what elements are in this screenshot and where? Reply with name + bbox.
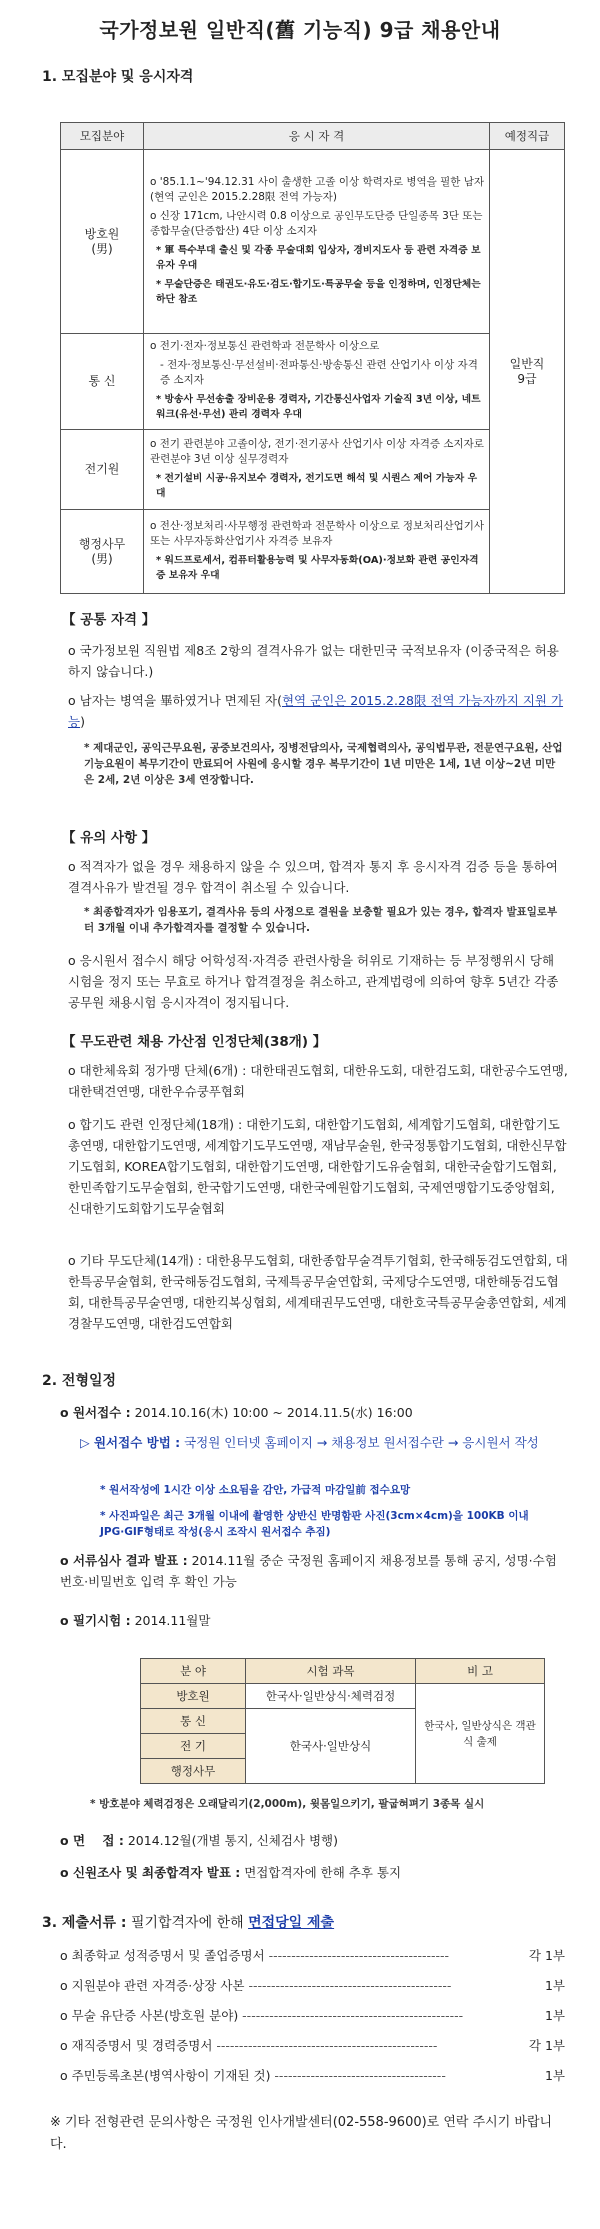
caution-p1: o 적격자가 없을 경우 채용하지 않을 수 있으며, 합격자 통지 후 응시자격 검증 등을 통하여 결격사유가 발견될 경우 합격이 취소될 수 있습니다.	[68, 859, 558, 895]
common-qualification-p1: o 국가정보원 직원법 제8조 2항의 결격사유가 없는 대한민국 국적보유자 (이중국적은 허용하지 않습니다.)	[68, 643, 559, 679]
interview: o 면 접 : 2014.12월(개별 통지, 신체검사 병행)	[60, 1833, 339, 1848]
martial-arts-p1: o 대한체육회 정가맹 단체(6개) : 대한태권도협회, 대한유도회, 대한검도회, 대한공수도연맹, 대한택견연맹, 대한우슈쿵푸협회	[68, 1063, 568, 1099]
qualification-note: * 전기설비 시공·유지보수 경력자, 전기도면 해석 및 시퀀스 제어 가능자 우대	[156, 472, 478, 499]
field-cell: 방호원	[141, 1684, 246, 1709]
document-screening-result: o 서류심사 결과 발표 : 2014.11월 중순 국정원 홈페이지 채용정보를 통해 공지, 성명·수험번호·비밀번호 입력 후 확인 가능	[60, 1553, 557, 1589]
grade-cell: 일반직 9급	[490, 150, 565, 594]
category-guard: 방호원 (男)	[61, 150, 144, 334]
col-header-field: 모집분야	[61, 123, 144, 150]
qualification-table	[60, 122, 565, 594]
document-item: o 주민등록초본(병역사항이 기재된 것) -------------------------------------- 1부	[60, 2068, 565, 2083]
category-admin: 행정사무 (男)	[61, 510, 144, 594]
col-header-remark: 비 고	[416, 1659, 545, 1684]
qualification-table-header	[61, 123, 565, 150]
qualification-item: o 신장 171cm, 나안시력 0.8 이상으로 공인무도단증 단일종목 3단 또는 종합무술(단증합산) 4단 이상 소지자	[150, 209, 483, 237]
martial-arts-p3: o 기타 무도단체(14개) : 대한용무도협회, 대한종합무술격투기협회, 한국해동검도연합회, 대한특공무술협회, 한국해동검도협회, 국제특공무술연합회, 국제당수도연맹, 대한해동검도협회, 대한특공무술연맹, 대한킥복싱협회, 세계태권무도연맹, 대한호국특공무술총연합회, 세계경찰무도연맹, 대한검도연합회	[68, 1253, 568, 1331]
table-row-electric	[61, 430, 565, 510]
qualification-guard	[144, 150, 490, 334]
qualification-item: o 전기 관련분야 고졸이상, 전기·전기공사 산업기사 이상 자격증 소지자로 관련분야 3년 이상 실무경력자	[150, 437, 484, 465]
qualification-note: * 방송사 무선송출 장비운용 경력자, 기간통신사업자 기술직 3년 이상, 네트워크(유선·무선) 관리 경력자 우대	[156, 394, 481, 420]
exam-table-header	[141, 1659, 545, 1684]
document-item: o 최종학교 성적증명서 및 졸업증명서 ---------------------------------------- 각 1부	[60, 1948, 565, 1963]
table-row-admin	[61, 510, 565, 594]
caution-note: * 최종합격자가 임용포기, 결격사유 등의 사정으로 결원을 보충할 필요가 있는 경우, 합격자 발표일로부터 3개월 이내 추가합격자를 결정할 수 있습니다.	[84, 906, 558, 934]
qualification-electric	[144, 430, 490, 510]
col-header-grade: 예정직급	[490, 123, 565, 150]
table-row	[141, 1684, 545, 1709]
page-title: 국가정보원 일반직(舊 기능직) 9급 채용안내	[99, 18, 501, 42]
application-note-1: * 원서작성에 1시간 이상 소요됨을 감안, 가급적 마감일前 접수요망	[100, 1484, 411, 1496]
table-row-guard	[61, 150, 565, 334]
category-comm: 통 신	[61, 334, 144, 430]
document-item: o 재직증명서 및 경력증명서 ------------------------------------------------- 각 1부	[60, 2038, 565, 2053]
caution-p2: o 응시원서 접수시 해당 어학성적·자격증 관련사항을 허위로 기재하는 등 부정행위시 당해 시험을 정지 또는 무효로 하거나 합격결정을 취소하고, 관계법령에 의하여 향후 5년간 각종 공무원 채용시험 응시자격이 정지됩니다.	[68, 953, 559, 1010]
contact-info: ※ 기타 전형관련 문의사항은 국정원 인사개발센터(02-558-9600)로 연락 주시기 바랍니다.	[50, 2115, 553, 2152]
martial-arts-p2: o 합기도 관련 인정단체(18개) : 대한기도회, 대한합기도협회, 세계합기도협회, 대한합기도총연맹, 대한합기도연맹, 세계합기도무도연맹, 재남무술원, 한국정통합기도협회, 대한신무합기도협회, KOREA합기도협회, 대한합기도연맹, 대한합기도유술협회, 대한국술합기도협회, 한민족합기도무술협회, 한국합기도연맹, 대한국예원합기도협회, 국제연맹합기도중앙협회, 신대한기도회합기도무술협회	[68, 1117, 567, 1216]
qualification-note: * 軍 특수부대 출신 및 각종 무술대회 입상자, 경비지도사 등 관련 자격증 보유자 우대	[156, 244, 481, 271]
application-note-2: * 사진파일은 최근 3개월 이내에 촬영한 상반신 반명함판 사진(3cm×4cm)을 100KB 이내 JPG·GIF형태로 작성(응시 조작시 원서접수 추짐)	[100, 1510, 529, 1538]
common-qualification-p2: o 남자는 병역을 畢하였거나 면제된 자(현역 군인은 2015.2.28限 전역 가능자까지 지원 가능)	[68, 693, 564, 729]
qualification-item: o '85.1.1~'94.12.31 사이 출생한 고졸 이상 학력자로 병역을 필한 남자(현역 군인은 2015.2.28限 전역 가능자)	[150, 175, 485, 203]
field-cell: 행정사무	[141, 1759, 246, 1784]
remark-cell: 한국사, 일반상식은 객관식 출제	[416, 1684, 545, 1784]
qualification-note: * 무술단증은 태권도·유도·검도·합기도·특공무술 등을 인정하며, 인정단체는 하단 참조	[156, 278, 481, 305]
common-qualification-note: * 제대군인, 공익근무요원, 공중보건의사, 징병전담의사, 국제협력의사, 공익법무관, 전문연구요원, 산업기능요원이 복무기간이 만료되어 사원에 응시할 경우 복무기간이 1년 미만은 1세, 1년 이상~2년 미만은 2세, 2년 이상은 3세 연장합니다.	[84, 742, 563, 786]
qualification-item: o 전산·정보처리·사무행정 관련학과 전문학사 이상으로 정보처리산업기사 또는 사무자동화산업기사 자격증 보유자	[150, 519, 485, 547]
final-announcement: o 신원조사 및 최종합격자 발표 : 면접합격자에 한해 추후 통지	[60, 1865, 402, 1880]
field-cell: 통 신	[141, 1709, 246, 1734]
qualification-item: - 전자·정보통신·무선설비·전파통신·방송통신 관련 산업기사 이상 자격증 소지자	[160, 359, 478, 386]
subject-cell: 한국사·일반상식·체력검정	[246, 1684, 416, 1709]
exam-subject-table	[140, 1658, 545, 1784]
qualification-comm	[144, 334, 490, 430]
subject-cell: 한국사·일반상식	[246, 1709, 416, 1784]
written-exam: o 필기시험 : 2014.11월말	[60, 1613, 211, 1628]
qualification-note: * 워드프로세서, 컴퓨터활용능력 및 사무자동화(OA)·정보화 관련 공인자격증 보유자 우대	[156, 554, 479, 581]
col-header-subject: 시험 과목	[246, 1659, 416, 1684]
physical-test-note: * 방호분야 체력검정은 오래달리기(2,000m), 윗몸일으키기, 팔굽혀펴기 3종목 실시	[90, 1798, 485, 1810]
col-header-qualification: 응 시 자 격	[144, 123, 490, 150]
qualification-item: o 전기·전자·정보통신 관련학과 전문학사 이상으로	[150, 340, 380, 352]
section-2-heading: 2. 전형일정	[42, 1373, 117, 1389]
document-item: o 무술 유단증 사본(방호원 분야) ------------------------------------------------- 1부	[60, 2008, 565, 2023]
category-electric: 전기원	[61, 430, 144, 510]
section-1-heading: 1. 모집분야 및 응시자격	[42, 69, 194, 85]
military-link[interactable]: 현역 군인은 2015.2.28限 전역 가능자까지 지원 가능	[68, 693, 564, 729]
martial-arts-heading: 【 무도관련 채용 가산점 인정단체(38개) 】	[62, 1034, 327, 1050]
qualification-admin	[144, 510, 490, 594]
field-cell: 전 기	[141, 1734, 246, 1759]
section-3-heading: 3. 제출서류 : 필기합격자에 한해 면접당일 제출	[42, 1915, 335, 1931]
application-period: o 원서접수 : 2014.10.16(木) 10:00 ~ 2014.11.5(水) 16:00	[60, 1405, 413, 1420]
col-header-field: 분 야	[141, 1659, 246, 1684]
application-method: ▷ 원서접수 방법 : 국정원 인터넷 홈페이지 → 채용정보 원서접수란 → 응시원서 작성	[80, 1435, 539, 1450]
common-qualification-heading: 【 공통 자격 】	[62, 612, 156, 628]
table-row-comm	[61, 334, 565, 430]
caution-heading: 【 유의 사항 】	[62, 830, 156, 846]
document-item: o 지원분야 관련 자격증·상장 사본 --------------------------------------------- 1부	[60, 1978, 565, 1993]
